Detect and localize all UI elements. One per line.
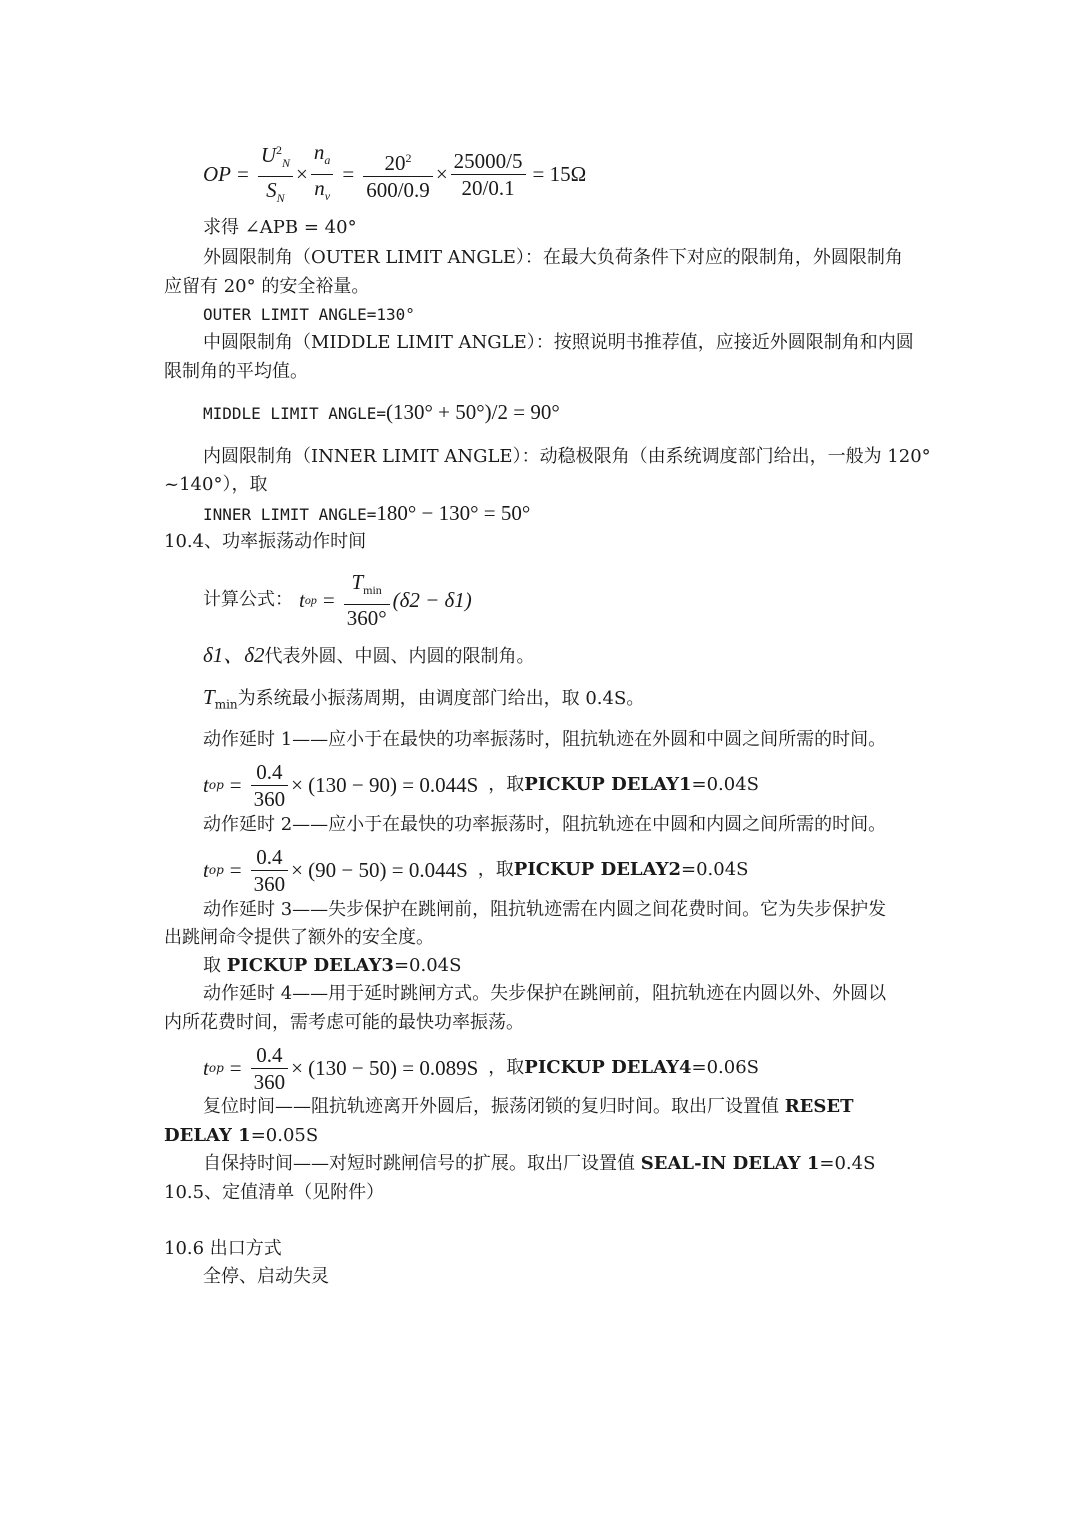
delay4-desc-2: 内所花费时间，需考虑可能的最快功率振荡。 (164, 1012, 524, 1033)
delay1-desc: 动作延时 1——应小于在最快的功率振荡时，阻抗轨迹在外圆和中圆之间所需的时间。 (203, 729, 887, 750)
middle-desc-2: 限制角的平均值。 (164, 361, 308, 382)
section-10-5-heading: 10.5、定值清单（见附件） (164, 1182, 385, 1203)
exit-mode: 全停、启动失灵 (203, 1266, 329, 1287)
middle-value: MIDDLE LIMIT ANGLE=(130° + 50°)/2 = 90° (203, 400, 560, 424)
op-eq-2: = (342, 162, 355, 186)
inner-desc-1: 内圆限制角（INNER LIMIT ANGLE）：动稳极限角（由系统调度部门给出，一般为 120° (203, 446, 931, 467)
section-10-6-heading: 10.6 出口方式 (164, 1238, 282, 1259)
apb-line: 求得 ∠APB = 40° (203, 217, 357, 238)
delay2-desc: 动作延时 2——应小于在最快的功率振荡时，阻抗轨迹在中圆和内圆之间所需的时间。 (203, 814, 887, 835)
delay3-desc-1: 动作延时 3——失步保护在跳闸前，阻抗轨迹需在内圆之间花费时间。它为失步保护发 (203, 899, 887, 920)
calc-formula: 计算公式： t op = $\frac{T_{min}}{360^\circ}$ (δ2 − δ1) (203, 570, 472, 630)
outer-desc-1: 外圆限制角（OUTER LIMIT ANGLE）：在最大负荷条件下对应的限制角，外圆限制角 (203, 247, 903, 268)
op-fraction-3: $\frac{20^2}{600/0.9}$ (363, 145, 433, 203)
op-lhs: OP (203, 162, 231, 186)
op-eq: = (237, 162, 249, 186)
outer-desc-2: 应留有 20° 的安全裕量。 (164, 276, 370, 297)
delay1-formula: t op = $\frac{0.4}{360}$ × (130 − 90) = 0.044S ，取 PICKUP DELAY1 =0.04S (203, 759, 760, 811)
tmin-line: $T_{min}$为系统最小振荡周期，由调度部门给出，取 0.4S。 (203, 685, 645, 712)
delay2-formula: t op = $\frac{0.4}{360}$ × (90 − 50) = 0.044S ，取 PICKUP DELAY2 =0.04S (203, 844, 749, 896)
op-formula (203, 140, 587, 206)
op-fraction-2: $\frac{n_a}{n_v}$ (311, 139, 334, 208)
section-10-4-heading: 10.4、功率振荡动作时间 (164, 531, 367, 552)
op-fraction-1: $\frac{U^2_N}{S_N}$ (258, 137, 293, 211)
op-fraction-4: $\frac{25000/5}{20/0.1}$ (451, 148, 526, 201)
reset-desc-2: DELAY 1=0.05S (164, 1125, 319, 1146)
op-result: = 15Ω (532, 162, 587, 186)
delay4-formula: t op = $\frac{0.4}{360}$ × (130 − 50) = 0.089S ，取 PICKUP DELAY4 =0.06S (203, 1042, 760, 1094)
inner-desc-2: ~140°），取 (164, 474, 268, 495)
delay3-take: 取 PICKUP DELAY3=0.04S (203, 955, 462, 976)
op-times-1: × (296, 162, 308, 186)
outer-value: OUTER LIMIT ANGLE=130° (203, 305, 415, 324)
seal-desc: 自保持时间——对短时跳闸信号的扩展。取出厂设置值 SEAL-IN DELAY 1=0.4S (203, 1153, 876, 1174)
delta-line: δ1、δ2代表外圆、中圆、内圆的限制角。 (203, 643, 535, 667)
delay3-desc-2: 出跳闸命令提供了额外的安全度。 (164, 927, 434, 948)
delay4-desc-1: 动作延时 4——用于延时跳闸方式。失步保护在跳闸前，阻抗轨迹在内圆以外、外圆以 (203, 983, 887, 1004)
reset-desc-1: 复位时间——阻抗轨迹离开外圆后，振荡闭锁的复归时间。取出厂设置值 RESET (203, 1096, 854, 1117)
middle-desc-1: 中圆限制角（MIDDLE LIMIT ANGLE）：按照说明书推荐值，应接近外圆限制角和内圆 (203, 332, 914, 353)
inner-value: INNER LIMIT ANGLE=180° − 130° = 50° (203, 501, 531, 525)
op-times-2: × (435, 162, 448, 186)
